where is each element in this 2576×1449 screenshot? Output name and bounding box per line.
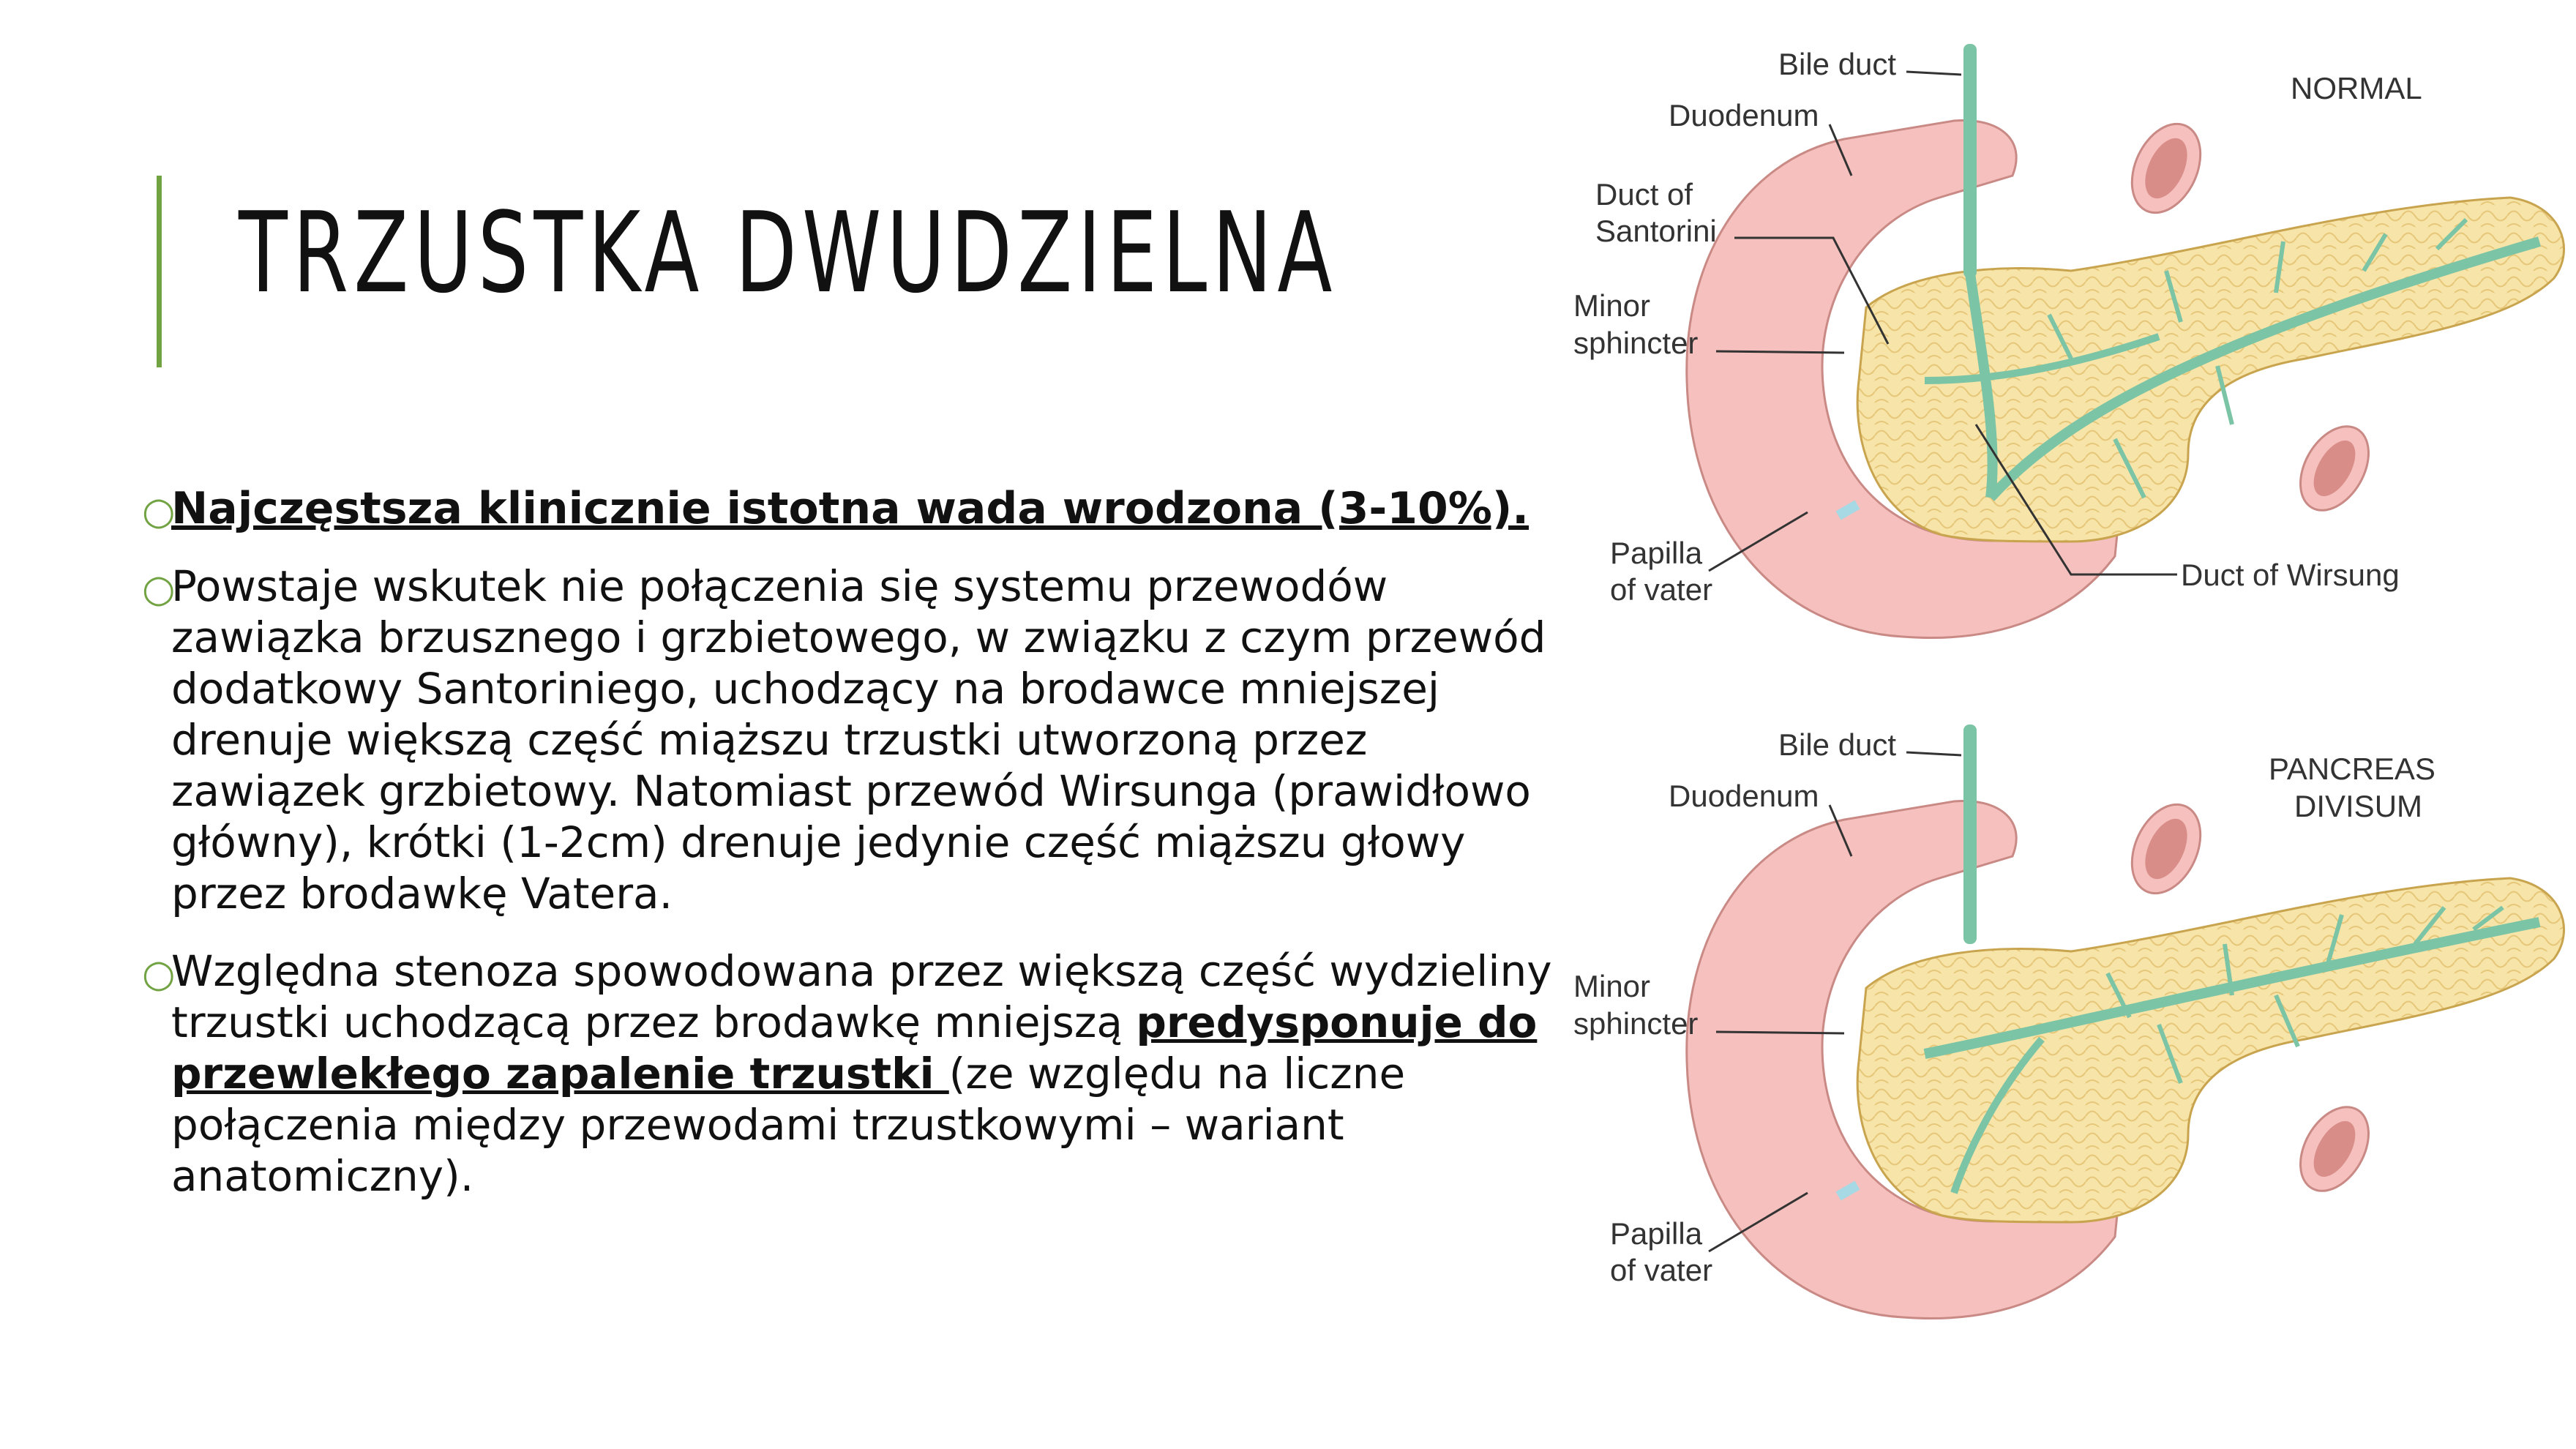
label-santorini-1: Duct of (1595, 177, 1693, 211)
bullet-emphasis: predysponuje do przewlekłego zapalenie trzustki (171, 997, 1538, 1098)
bullet-circle-icon: ○ (142, 490, 176, 533)
label-duodenum: Duodenum (1669, 98, 1819, 132)
bullet-item (142, 561, 1559, 919)
title-accent-bar (157, 176, 162, 367)
pancreas-anatomy-figure (1559, 29, 2576, 1390)
heading-normal: NORMAL (2291, 71, 2422, 105)
label-papilla-1: Papilla (1610, 1216, 1703, 1251)
heading-divisum: DIVISUM (2294, 789, 2423, 823)
bullet-list (142, 483, 1559, 1228)
heading-pancreas: PANCREAS (2269, 752, 2435, 786)
label-minor-1: Minor (1573, 969, 1651, 1003)
label-bile-duct: Bile duct (1778, 47, 1897, 81)
bullet-text: Najczęstsza klinicznie istotna wada wrodzona (3-10%). (171, 483, 1530, 534)
slide-title: TRZUSTKA DWUDZIELNA (239, 188, 1338, 318)
label-papilla-2: of vater (1610, 1253, 1713, 1287)
label-minor-1: Minor (1573, 288, 1651, 323)
label-papilla-1: Papilla (1610, 536, 1703, 570)
bullet-text: (ze względu na liczne połączenia między przewodami trzustkowymi – wariant anatomiczny). (171, 1049, 1406, 1201)
bullet-item (142, 483, 1559, 534)
label-wirsung: Duct of Wirsung (2181, 558, 2400, 592)
bullet-circle-icon: ○ (142, 952, 176, 996)
label-minor-2: sphincter (1573, 1006, 1699, 1041)
bullet-text: Powstaje wskutek nie połączenia się systemu przewodów zawiązka brzusznego i grzbietowego, w związku z czym przewód dodatkowy Santoriniego, uchodzący na brodawce mniejszej drenuje większą część miąższu trzustki utworzoną przez zawiązek grzbietowy. Natomiast przewód Wirsunga (prawidłowo główny), krótki (1-2cm) drenuje jedynie część miąższu głowy przez brodawkę Vatera. (171, 561, 1546, 918)
label-bile-duct: Bile duct (1778, 727, 1897, 762)
bullet-circle-icon: ○ (142, 567, 176, 611)
pancreas-shape (1857, 198, 2564, 542)
diagram-pancreas-divisum (1573, 724, 2564, 1319)
diagram-normal (1573, 44, 2564, 638)
label-papilla-2: of vater (1610, 572, 1713, 607)
label-santorini-2: Santorini (1595, 214, 1717, 248)
label-minor-2: sphincter (1573, 326, 1699, 360)
bullet-text: Względna stenoza spowodowana przez większą część wydzieliny trzustki uchodzącą przez brodawkę mniejszą (171, 946, 1552, 1047)
bullet-item (142, 946, 1559, 1202)
label-duodenum: Duodenum (1669, 779, 1819, 813)
